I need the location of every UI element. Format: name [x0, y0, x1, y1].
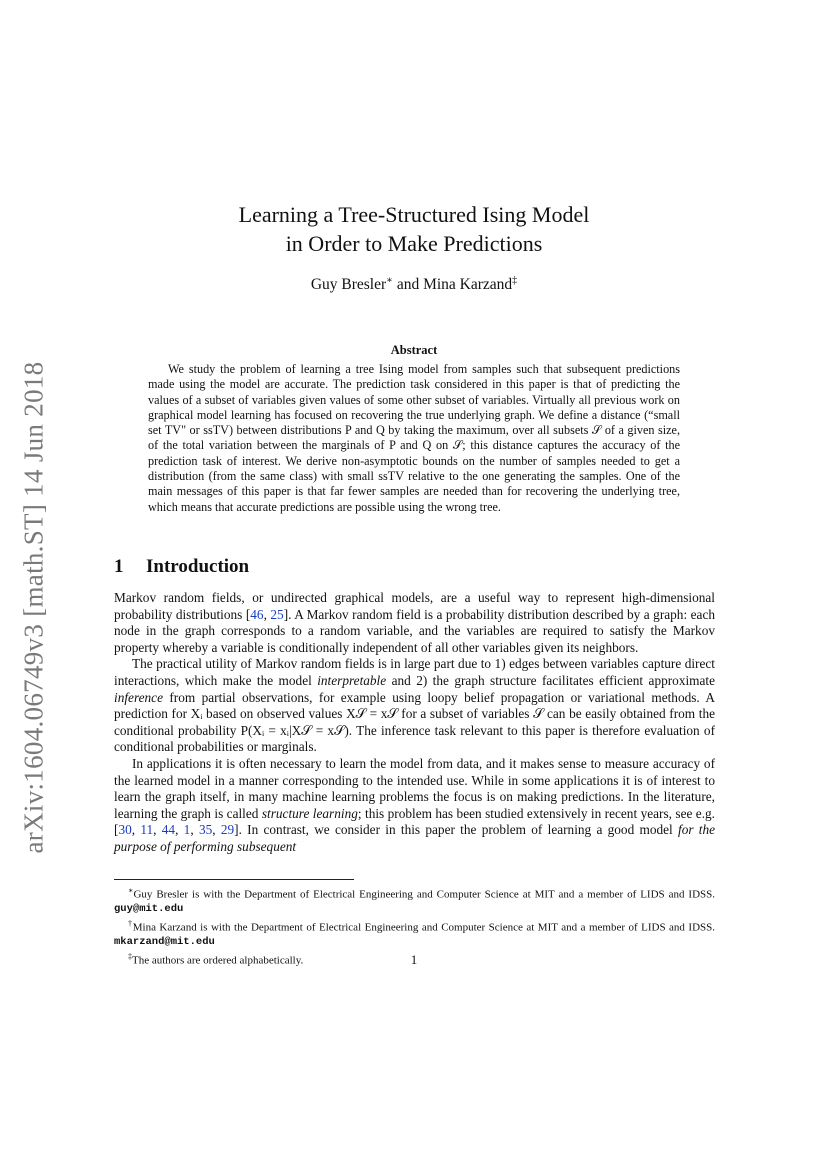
- citation-35[interactable]: 35: [198, 822, 213, 838]
- abstract-text: We study the problem of learning a tree Ising model from samples such that subsequent predictions made using the model are accurate. The prediction task considered in this paper is that of predicting the values of a subset of variables given values of some other subset of variables. Virtually all previous work on graphical model learning has focused on recovering the true underlying graph. We define a distance (“small set TV" or ssTV) between distributions P and Q by taking the maximum, over all subsets 𝒮 of a given size, of the total variation between the marginals of P and Q on 𝒮; this distance captures the accuracy of the prediction task of interest. We derive non-asymptotic bounds on the number of samples needed to get a distribution (from the same class) with small ssTV relative to the one generating the samples. One of the main messages of this paper is that far fewer samples are needed than for recovering the underlying tree, which means that accurate predictions are possible using the wrong tree.: [148, 362, 680, 514]
- p2-text-a: The practical utility of Markov random fields is in large part due to 1) edges between variables capture direct interactions, which make the model: [114, 656, 715, 688]
- citation-29[interactable]: 29: [220, 822, 235, 838]
- paragraph-3: [114, 756, 715, 856]
- email-karzand[interactable]: mkarzand@mit.edu: [114, 936, 215, 949]
- citation-separator: ,: [263, 606, 271, 622]
- author-bresler: Guy Bresler: [310, 276, 387, 294]
- paper-title: [114, 200, 714, 258]
- citation-25[interactable]: 25: [270, 606, 284, 622]
- emphasis-structure-learning: structure learning: [261, 805, 358, 821]
- title-line-2: in Order to Make Predictions: [285, 231, 543, 256]
- footnote-mark-1: ∗: [386, 275, 393, 286]
- p3-text-b: ; this problem has been studied extensively in recent years, see e.g. [: [114, 805, 715, 838]
- footnote-2-mark: †: [128, 919, 133, 929]
- footnote-2: [114, 917, 715, 950]
- footnote-3-mark: ‡: [128, 952, 132, 962]
- footnote-divider: [114, 879, 354, 880]
- citation-11[interactable]: 11: [140, 822, 154, 838]
- emphasis-inference: inference: [114, 689, 163, 705]
- citation-separator: ,: [190, 822, 199, 838]
- citation-44[interactable]: 44: [161, 822, 176, 838]
- page-number: 1: [410, 952, 418, 967]
- author-conjunction: and: [392, 276, 424, 294]
- title-line-1: Learning a Tree-Structured Ising Model: [238, 202, 590, 227]
- abstract-heading: Abstract: [390, 343, 438, 357]
- p2-text-c: from partial observations, for example using loopy belief propagation or variational methods. A prediction for Xᵢ based on observed values X𝒮 = x𝒮 for a subset of variables 𝒮 can be easily obtained from the conditional probability P(Xᵢ = xᵢ|X𝒮 = x𝒮). The inference task relevant to this paper is therefore evaluation of conditional probabilities or marginals.: [114, 689, 715, 755]
- section-heading: [114, 556, 249, 578]
- citation-separator: ,: [175, 822, 184, 838]
- footnote-2-text: Mina Karzand is with the Department of Electrical Engineering and Computer Science at MIT and a member of LIDS and IDSS.: [132, 921, 716, 934]
- citation-separator: ,: [131, 822, 141, 838]
- emphasis-interpretable: interpretable: [317, 672, 387, 688]
- body-text: [114, 590, 715, 856]
- paragraph-1: [114, 590, 715, 656]
- author-list: [114, 275, 714, 294]
- citation-46[interactable]: 46: [250, 606, 264, 622]
- footnote-1-text: Guy Bresler is with the Department of Electrical Engineering and Computer Science at MIT and a member of LIDS and IDSS.: [133, 888, 715, 901]
- p2-text-b: and 2) the graph structure facilitates efficient approximate: [386, 672, 715, 688]
- citation-separator: ,: [153, 822, 162, 838]
- p1-text-a: Markov random fields, or undirected graphical models, are a useful way to represent high-dimensional probability distributions [: [114, 590, 715, 622]
- section-number: 1: [114, 556, 124, 577]
- footnote-3-text: The authors are ordered alphabetically.: [132, 954, 304, 967]
- citation-separator: ,: [212, 822, 221, 838]
- footnote-mark-3: ‡: [512, 275, 518, 286]
- p3-text-a: In applications it is often necessary to learn the model from data, and it makes sense to measure accuracy of the learned model in a manner corresponding to the intended use. While in some applications it is of interest to learn the graph itself, in many machine learning problems the focus is on making predictions. In the literature, learning the graph is called: [114, 755, 715, 821]
- section-title: Introduction: [146, 556, 250, 577]
- footnote-1: [114, 884, 715, 917]
- citation-30[interactable]: 30: [118, 822, 132, 838]
- author-karzand: Mina Karzand: [423, 276, 513, 294]
- citation-1[interactable]: 1: [183, 822, 191, 838]
- email-bresler[interactable]: guy@mit.edu: [114, 903, 184, 916]
- paragraph-2: [114, 656, 715, 756]
- arxiv-sidebar-stamp: [16, 352, 52, 862]
- p3-text-c: ]. In contrast, we consider in this paper the problem of learning a good model: [234, 822, 678, 838]
- p1-text-b: ]. A Markov random field is a probability distribution described by a graph: each node in the graph corresponds to a random variable, and the variables are required to satisfy the Markov property whereby a variable is conditionally independent of all other variables given its neighbors.: [114, 606, 715, 655]
- footnote-1-mark: ∗: [128, 886, 134, 895]
- arxiv-id: arXiv:1604.06749v3 [math.ST] 14 Jun 2018: [18, 361, 49, 853]
- emphasis-purpose: for the purpose of performing subsequent: [114, 822, 716, 854]
